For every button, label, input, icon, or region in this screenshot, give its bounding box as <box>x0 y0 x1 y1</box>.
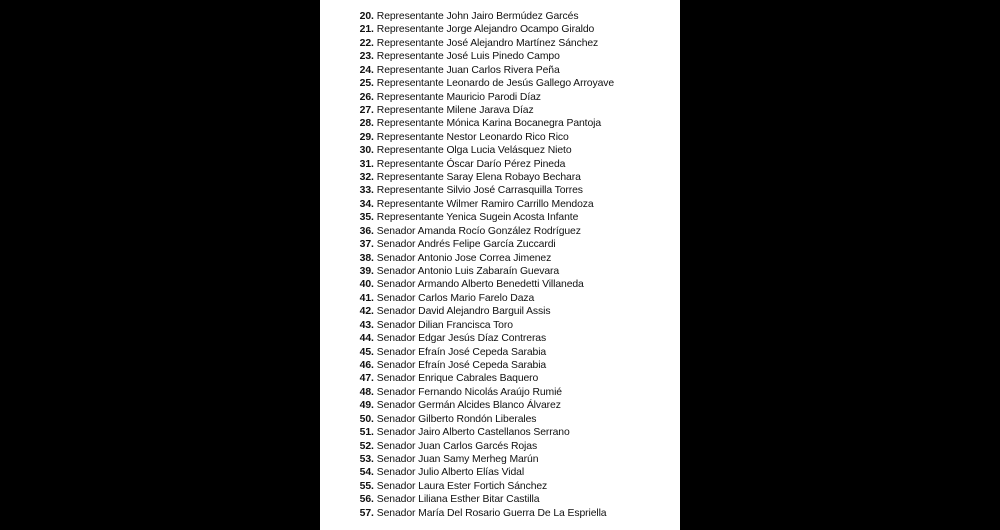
item-text: Senador Edgar Jesús Díaz Contreras <box>376 333 547 345</box>
item-number-period: . <box>371 198 374 210</box>
item-number: 57 <box>359 507 371 519</box>
item-number-period: . <box>371 507 374 519</box>
list-item <box>357 278 677 291</box>
list-item <box>357 292 677 305</box>
list-item <box>357 265 677 278</box>
list-item <box>357 37 677 50</box>
item-number-period: . <box>371 440 374 452</box>
item-number: 27 <box>359 104 371 116</box>
item-text: Senador Gilberto Rondón Liberales <box>376 413 537 425</box>
item-text: Representante Óscar Darío Pérez Pineda <box>376 158 566 170</box>
item-number-period: . <box>371 37 374 49</box>
item-number: 55 <box>359 480 371 492</box>
item-number-period: . <box>371 104 374 116</box>
item-number: 26 <box>359 91 371 103</box>
item-number-period: . <box>371 266 374 278</box>
item-number: 21 <box>359 24 371 36</box>
list-item <box>357 50 677 63</box>
item-text: Senador Enrique Cabrales Baquero <box>376 373 539 385</box>
item-text: Senador David Alejandro Barguil Assis <box>376 306 551 318</box>
item-number: 51 <box>359 427 371 439</box>
item-text: Representante Silvio José Carrasquilla Torres <box>376 185 583 197</box>
item-number: 29 <box>359 131 371 143</box>
item-number: 38 <box>359 252 371 264</box>
item-number-period: . <box>371 319 374 331</box>
item-number: 52 <box>359 440 371 452</box>
item-number-period: . <box>371 279 374 291</box>
item-number: 48 <box>359 386 371 398</box>
item-number: 54 <box>359 467 371 479</box>
item-text: Representante Juan Carlos Rivera Peña <box>376 64 560 76</box>
item-number: 28 <box>359 118 371 130</box>
list-item <box>357 372 677 385</box>
item-text: Senador Fernando Nicolás Araújo Rumié <box>376 386 562 398</box>
list-item <box>357 305 677 318</box>
list-item <box>357 493 677 506</box>
list-item <box>357 104 677 117</box>
list-item <box>357 453 677 466</box>
item-number-period: . <box>371 225 374 237</box>
item-number: 31 <box>359 158 371 170</box>
item-number-period: . <box>371 373 374 385</box>
item-text: Representante José Alejandro Martínez Sánchez <box>376 37 599 49</box>
list-item <box>357 399 677 412</box>
list-item <box>357 440 677 453</box>
item-number-period: . <box>371 11 374 22</box>
list-item <box>357 198 677 211</box>
item-text: Representante José Luis Pinedo Campo <box>376 51 560 63</box>
item-number: 34 <box>359 198 371 210</box>
list-item <box>357 359 677 372</box>
item-number-period: . <box>371 78 374 90</box>
item-number: 25 <box>359 78 371 90</box>
item-number: 33 <box>359 185 371 197</box>
list-item <box>357 426 677 439</box>
item-number: 35 <box>359 212 371 224</box>
list-item <box>357 171 677 184</box>
item-text: Representante Saray Elena Robayo Bechara <box>376 172 581 184</box>
list-item <box>357 64 677 77</box>
item-number-period: . <box>371 91 374 103</box>
item-text: Senador Germán Alcides Blanco Álvarez <box>376 400 561 412</box>
item-number: 43 <box>359 319 371 331</box>
item-text: Senador Antonio Luis Zabaraín Guevara <box>376 266 560 278</box>
list-item <box>357 144 677 157</box>
item-number-period: . <box>371 346 374 358</box>
item-text: Senador Jairo Alberto Castellanos Serrano <box>376 427 570 439</box>
item-number: 39 <box>359 266 371 278</box>
item-text: Representante Olga Lucia Velásquez Nieto <box>376 145 572 157</box>
list-item <box>357 117 677 130</box>
item-number-period: . <box>371 51 374 63</box>
item-text: Representante Mónica Karina Bocanegra Pantoja <box>376 118 602 130</box>
list-item <box>357 332 677 345</box>
item-number: 22 <box>359 37 371 49</box>
item-number: 20 <box>359 11 371 22</box>
item-number-period: . <box>371 467 374 479</box>
list-item <box>357 413 677 426</box>
list-item <box>357 91 677 104</box>
item-text: Senador Juan Samy Merheg Marún <box>376 453 539 465</box>
item-text: Senador Amanda Rocío González Rodríguez <box>376 225 581 237</box>
item-number-period: . <box>371 131 374 143</box>
item-number-period: . <box>371 239 374 251</box>
item-text: Senador Laura Ester Fortich Sánchez <box>376 480 548 492</box>
item-number: 53 <box>359 453 371 465</box>
item-number-period: . <box>371 413 374 425</box>
item-number-period: . <box>371 24 374 36</box>
item-number: 49 <box>359 400 371 412</box>
list-item <box>357 507 677 520</box>
item-number-period: . <box>371 145 374 157</box>
list-item <box>357 346 677 359</box>
item-number-period: . <box>371 333 374 345</box>
list-item <box>357 184 677 197</box>
document-page <box>320 0 680 530</box>
item-number-period: . <box>371 494 374 506</box>
item-number: 41 <box>359 292 371 304</box>
item-number: 46 <box>359 359 371 371</box>
item-number: 40 <box>359 279 371 291</box>
item-number-period: . <box>371 427 374 439</box>
item-number-period: . <box>371 292 374 304</box>
list-item <box>357 238 677 251</box>
item-number-period: . <box>371 118 374 130</box>
item-text: Representante Jorge Alejandro Ocampo Giraldo <box>376 24 595 36</box>
list-item <box>357 10 677 23</box>
list-item <box>357 225 677 238</box>
item-number-period: . <box>371 64 374 76</box>
item-number: 56 <box>359 494 371 506</box>
item-text: Senador Carlos Mario Farelo Daza <box>376 292 535 304</box>
list-item <box>357 131 677 144</box>
list-item <box>357 77 677 90</box>
item-number-period: . <box>371 212 374 224</box>
item-text: Representante Nestor Leonardo Rico Rico <box>376 131 569 143</box>
item-number-period: . <box>371 453 374 465</box>
item-text: Senador María Del Rosario Guerra De La Espriella <box>376 507 607 519</box>
item-text: Senador Julio Alberto Elías Vidal <box>376 467 525 479</box>
list-item <box>357 23 677 36</box>
list-item <box>357 319 677 332</box>
item-number-period: . <box>371 185 374 197</box>
item-text: Representante John Jairo Bermúdez Garcés <box>376 11 579 22</box>
item-number: 45 <box>359 346 371 358</box>
item-text: Representante Mauricio Parodi Díaz <box>376 91 541 103</box>
item-text: Senador Efraín José Cepeda Sarabia <box>376 359 547 371</box>
numbered-name-list <box>357 10 677 520</box>
item-text: Representante Wilmer Ramiro Carrillo Mendoza <box>376 198 594 210</box>
item-number: 42 <box>359 306 371 318</box>
item-number: 37 <box>359 239 371 251</box>
item-text: Representante Leonardo de Jesús Gallego Arroyave <box>376 78 615 90</box>
item-number: 44 <box>359 333 371 345</box>
list-item <box>357 211 677 224</box>
item-number: 47 <box>359 373 371 385</box>
list-item <box>357 158 677 171</box>
item-number-period: . <box>371 158 374 170</box>
item-text: Senador Efraín José Cepeda Sarabia <box>376 346 547 358</box>
item-number: 24 <box>359 64 371 76</box>
item-text: Senador Andrés Felipe García Zuccardi <box>376 239 556 251</box>
item-number-period: . <box>371 172 374 184</box>
item-number-period: . <box>371 386 374 398</box>
list-item <box>357 466 677 479</box>
item-text: Senador Armando Alberto Benedetti Villaneda <box>376 279 584 291</box>
list-item <box>357 480 677 493</box>
item-number: 23 <box>359 51 371 63</box>
item-text: Representante Yenica Sugein Acosta Infante <box>376 212 579 224</box>
item-number: 32 <box>359 172 371 184</box>
item-number-period: . <box>371 480 374 492</box>
item-text: Representante Milene Jarava Díaz <box>376 104 534 116</box>
item-number: 30 <box>359 145 371 157</box>
item-number-period: . <box>371 359 374 371</box>
list-item <box>357 386 677 399</box>
list-item <box>357 252 677 265</box>
item-number-period: . <box>371 252 374 264</box>
item-number: 50 <box>359 413 371 425</box>
item-text: Senador Antonio Jose Correa Jimenez <box>376 252 552 264</box>
item-number-period: . <box>371 400 374 412</box>
item-number-period: . <box>371 306 374 318</box>
item-text: Senador Liliana Esther Bitar Castilla <box>376 494 540 506</box>
item-text: Senador Dilian Francisca Toro <box>376 319 513 331</box>
item-number: 36 <box>359 225 371 237</box>
item-text: Senador Juan Carlos Garcés Rojas <box>376 440 538 452</box>
